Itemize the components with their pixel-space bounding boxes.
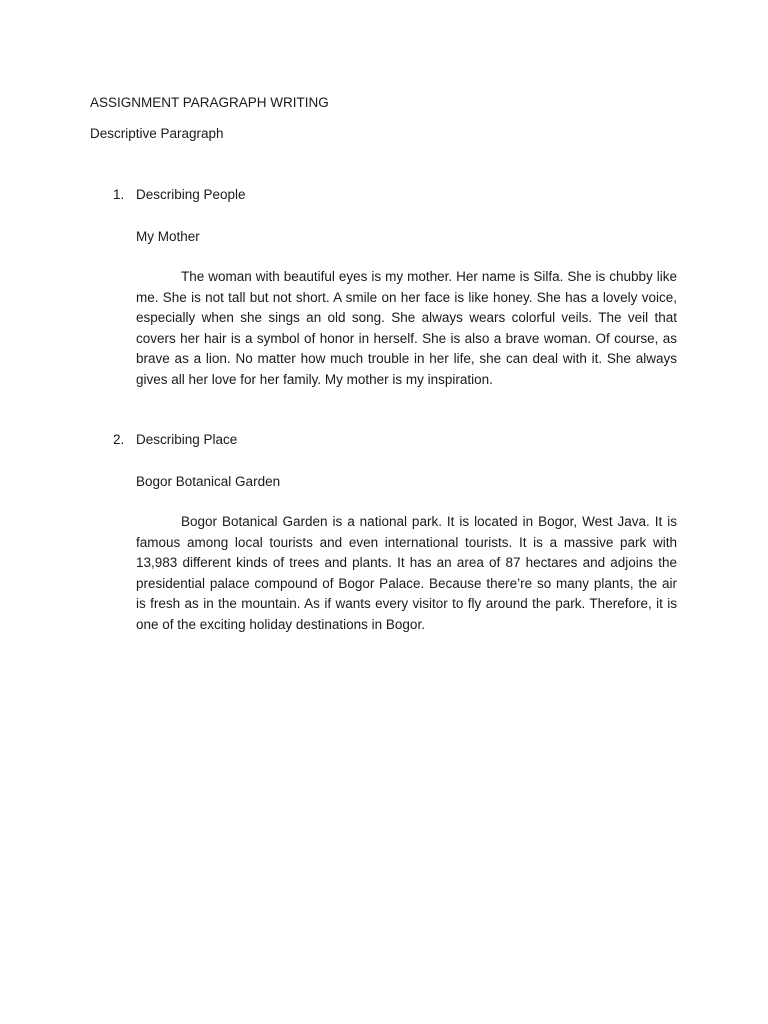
- section-heading-text: Describing Place: [136, 432, 238, 447]
- document-title: ASSIGNMENT PARAGRAPH WRITING: [90, 95, 329, 110]
- section-heading: [113, 185, 677, 206]
- section-paragraph: The woman with beautiful eyes is my mother. Her name is Silfa. She is chubby like me. She is not tall but not short. A smile on her face is like honey. She has a lovely voice, especially when she sings an old song. She always wears colorful veils. The veil that covers her hair is a symbol of honor in herself. She is also a brave woman. Of course, as brave as a lion. No matter how much trouble in her life, she can deal with it. She always gives all her love for her family. My mother is my inspiration.: [136, 269, 677, 387]
- section-heading: [113, 430, 677, 451]
- section-describing-place: [113, 430, 677, 635]
- section-heading-text: Describing People: [136, 187, 246, 202]
- section-subtitle: My Mother: [136, 228, 200, 244]
- section-body: [136, 472, 677, 636]
- section-body: [136, 227, 677, 391]
- section-describing-people: [113, 185, 677, 390]
- document-subtitle: Descriptive Paragraph: [90, 126, 224, 141]
- section-paragraph: Bogor Botanical Garden is a national park. It is located in Bogor, West Java. It is famous among local tourists and even international tourists. It is a massive park with 13,983 different kinds of trees and plants. It has an area of 87 hectares and adjoins the presidential palace compound of Bogor Palace. Because there’re so many plants, the air is fresh as in the mountain. As if wants every visitor to fly around the park. Therefore, it is one of the exciting holiday destinations in Bogor.: [136, 514, 677, 632]
- list-number: 1.: [113, 187, 125, 202]
- section-subtitle: Bogor Botanical Garden: [136, 473, 281, 489]
- list-number: 2.: [113, 432, 125, 447]
